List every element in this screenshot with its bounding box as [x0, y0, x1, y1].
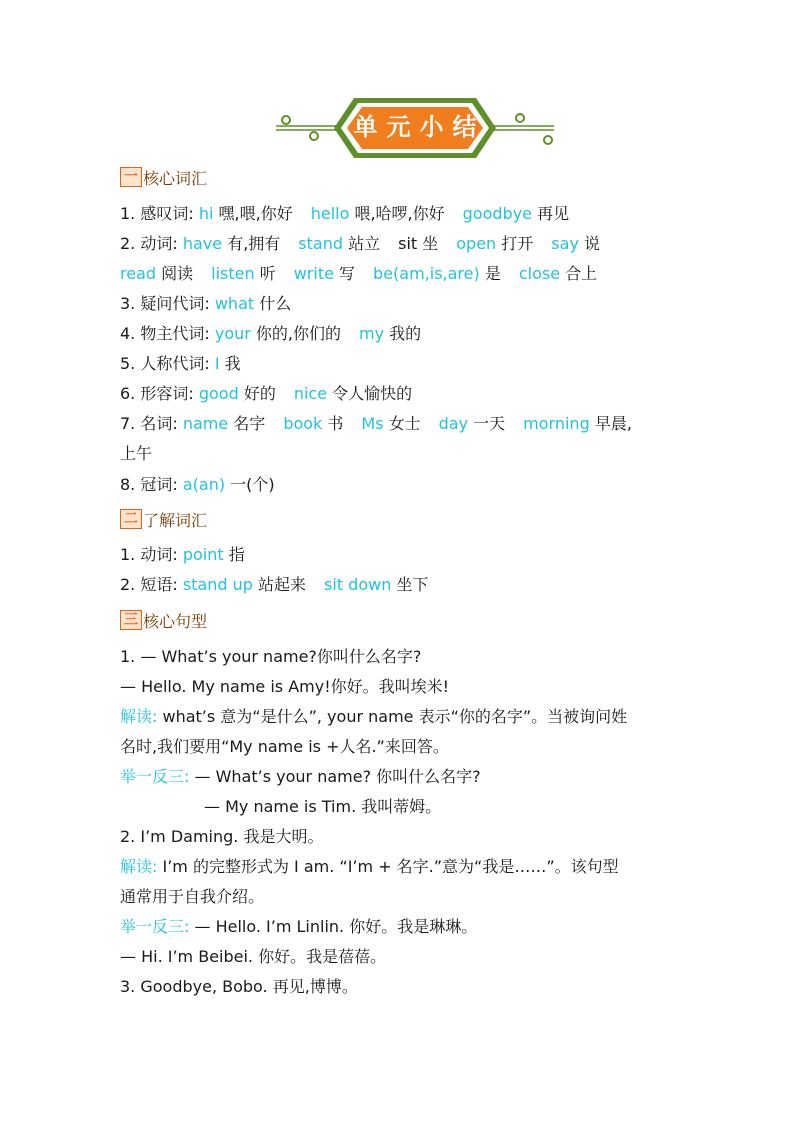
meaning: 令人愉快的 [327, 384, 413, 403]
meaning: 女士 [383, 414, 421, 433]
keyword: be(am,is,are) [373, 264, 480, 283]
core-word-line-4 [120, 293, 291, 315]
explanation-label: 解读: [120, 857, 158, 876]
practice-line [120, 766, 481, 788]
line-prefix: 4. 物主代词: [120, 324, 215, 343]
title-banner [270, 96, 560, 160]
line-prefix: 2. 短语: [120, 575, 183, 594]
explanation-text: I’m 的完整形式为 I am. “I’m + 名字.”意为“我是……”。该句型 [157, 857, 619, 876]
meaning: 嘿,喂,你好 [213, 204, 293, 223]
practice-label: 举一反三: [120, 767, 190, 786]
keyword: say [551, 234, 579, 253]
keyword: open [456, 234, 497, 253]
meaning: 坐下 [391, 575, 429, 594]
keyword: what [214, 294, 255, 313]
explanation-line: 名时,我们要用“My name is +人名.”来回答。 [120, 737, 449, 756]
keyword: listen [211, 264, 255, 283]
explanation-text: what’s 意为“是什么”, your name 表示“你的名字”。当被询问姓 [157, 707, 628, 726]
meaning: 再见 [532, 204, 570, 223]
keyword: hello [310, 204, 350, 223]
meaning: 上午 [120, 444, 153, 463]
section-extra-words-header [120, 508, 207, 530]
section-title: 了解词汇 [143, 510, 208, 530]
explanation-line [120, 706, 627, 728]
core-word-line-1 [120, 203, 569, 225]
explanation-label: 解读: [120, 707, 158, 726]
core-word-line-8 [120, 413, 632, 435]
core-word-line-5 [120, 323, 421, 345]
line-prefix: 1. 感叹词: [120, 204, 199, 223]
keyword: write [293, 264, 334, 283]
keyword: stand up [182, 575, 253, 594]
extra-word-line-2 [120, 574, 428, 596]
keyword: have [182, 234, 223, 253]
line-prefix: 7. 名词: [120, 414, 183, 433]
sentence-line: 3. Goodbye, Bobo. 再见,博博。 [120, 977, 358, 996]
keyword: read [120, 264, 157, 283]
meaning: 你的,你们的 [250, 324, 342, 343]
section-sentences-header [120, 609, 207, 631]
keyword: close [518, 264, 561, 283]
core-word-line-9 [120, 443, 152, 465]
keyword: name [182, 414, 229, 433]
keyword: Ms [361, 414, 384, 433]
extra-word-line-1 [120, 544, 245, 566]
section-title: 核心句型 [143, 611, 208, 631]
core-word-line-3 [120, 263, 597, 285]
keyword: stand [298, 234, 344, 253]
core-word-line-10 [120, 474, 275, 496]
keyword: nice [293, 384, 328, 403]
meaning: 什么 [254, 294, 292, 313]
practice-label: 举一反三: [120, 917, 190, 936]
line-prefix: 5. 人称代词: [120, 354, 215, 373]
meaning: 我的 [384, 324, 422, 343]
sentence-line: 2. I’m Daming. 我是大明。 [120, 827, 324, 846]
meaning: 书 [322, 414, 344, 433]
meaning: 一天 [468, 414, 506, 433]
meaning: 打开 [496, 234, 534, 253]
meaning: 阅读 [156, 264, 194, 283]
core-word-line-7 [120, 383, 412, 405]
keyword: sit down [324, 575, 392, 594]
keyword: good [198, 384, 239, 403]
meaning: 指 [223, 545, 245, 564]
section-number: 二 [120, 509, 142, 529]
core-word-line-2 [120, 233, 600, 255]
explanation-line: 通常用于自我介绍。 [120, 887, 265, 906]
meaning: 坐 [417, 234, 439, 253]
keyword: my [359, 324, 385, 343]
keyword: I [214, 354, 220, 373]
line-prefix: 6. 形容词: [120, 384, 199, 403]
meaning: 是 [479, 264, 501, 283]
line-prefix: 8. 冠词: [120, 475, 183, 494]
meaning: 说 [578, 234, 600, 253]
keyword: a(an) [182, 475, 226, 494]
sentence-line: 1. — What’s your name?你叫什么名字? [120, 647, 422, 666]
section-number: 三 [120, 610, 142, 630]
practice-text: — What’s your name? 你叫什么名字? [189, 767, 481, 786]
meaning: 听 [254, 264, 276, 283]
line-prefix: 1. 动词: [120, 545, 183, 564]
meaning: 有,拥有 [222, 234, 281, 253]
page-title: 单元小结 [353, 113, 486, 141]
meaning: 站起来 [252, 575, 307, 594]
sentence-line: — Hello. My name is Amy!你好。我叫埃米! [120, 677, 450, 696]
section-number: 一 [120, 167, 142, 187]
practice-line: — Hi. I’m Beibei. 你好。我是蓓蓓。 [120, 947, 387, 966]
practice-line [120, 916, 477, 938]
meaning: 我 [219, 354, 241, 373]
core-word-line-6 [120, 353, 241, 375]
meaning: 站立 [343, 234, 381, 253]
section-core-words-header [120, 166, 207, 188]
keyword: sit [398, 234, 418, 253]
meaning: 早晨, [589, 414, 632, 433]
meaning: 名字 [228, 414, 266, 433]
practice-line: — My name is Tim. 我叫蒂姆。 [204, 797, 442, 816]
meaning: 喂,哈啰,你好 [349, 204, 445, 223]
line-prefix: 2. 动词: [120, 234, 183, 253]
keyword: goodbye [462, 204, 532, 223]
explanation-line [120, 856, 619, 878]
keyword: point [182, 545, 224, 564]
meaning: 好的 [238, 384, 276, 403]
keyword: hi [198, 204, 214, 223]
section-title: 核心词汇 [143, 168, 208, 188]
meaning: 一(个) [225, 475, 275, 494]
keyword: your [214, 324, 251, 343]
practice-text: — Hello. I’m Linlin. 你好。我是琳琳。 [189, 917, 478, 936]
line-prefix: 3. 疑问代词: [120, 294, 215, 313]
keyword: morning [523, 414, 590, 433]
keyword: book [283, 414, 323, 433]
keyword: day [438, 414, 469, 433]
meaning: 写 [333, 264, 356, 283]
meaning: 合上 [560, 264, 598, 283]
